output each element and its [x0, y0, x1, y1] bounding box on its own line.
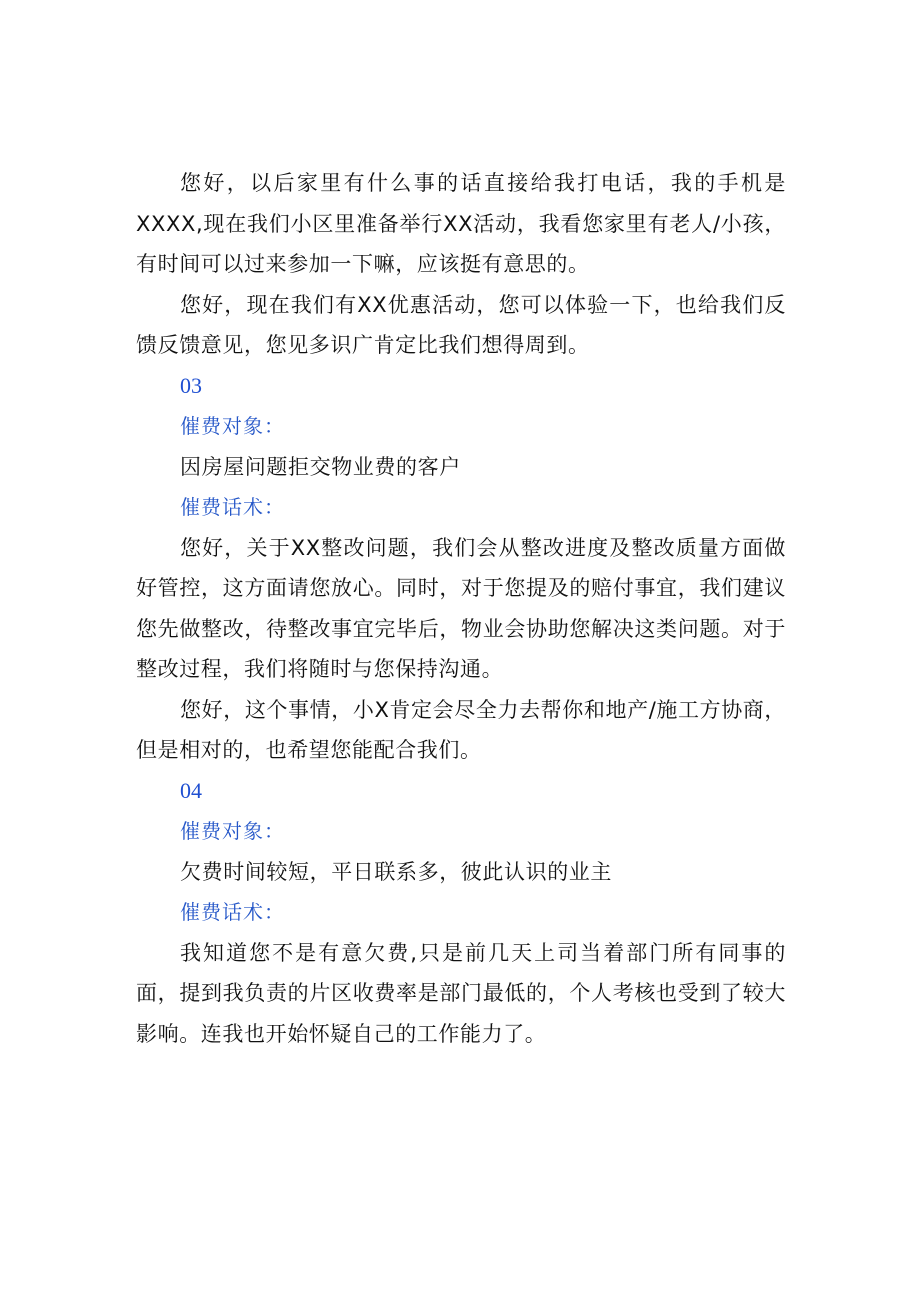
paragraph: 您好，现在我们有XX优惠活动，您可以体验一下，也给我们反馈反馈意见，您见多识广肯定比我们想得周到。 [136, 292, 786, 357]
script-label: 催费话术： [180, 900, 285, 924]
script-label: 催费话术： [180, 495, 285, 519]
document-body [136, 163, 786, 1054]
section-number: 04 [180, 777, 202, 803]
script-paragraph: 您好，这个事情，小X肯定会尽全力去帮你和地产/施工方协商，但是相对的，也希望您能配合我们。 [136, 697, 786, 762]
target-label: 催费对象： [180, 819, 285, 843]
script-paragraph: 您好，关于XX整改问题，我们会从整改进度及整改质量方面做好管控，这方面请您放心。同时，对于您提及的赔付事宜，我们建议您先做整改，待整改事宜完毕后，物业会协助您解决这类问题。对于整改过程，我们将随时与您保持沟通。 [136, 535, 786, 681]
paragraph: 您好，以后家里有什么事的话直接给我打电话，我的手机是XXXX,现在我们小区里准备举行XX活动，我看您家里有老人/小孩，有时间可以过来参加一下嘛，应该挺有意思的。 [136, 171, 786, 276]
target-text: 因房屋问题拒交物业费的客户 [180, 454, 461, 479]
script-paragraph: 我知道您不是有意欠费,只是前几天上司当着部门所有同事的面，提到我负责的片区收费率是部门最低的，个人考核也受到了较大影响。连我也开始怀疑自己的工作能力了。 [136, 940, 786, 1046]
section-number: 03 [180, 372, 202, 398]
target-label: 催费对象： [180, 414, 285, 438]
target-text: 欠费时间较短，平日联系多，彼此认识的业主 [180, 859, 612, 884]
